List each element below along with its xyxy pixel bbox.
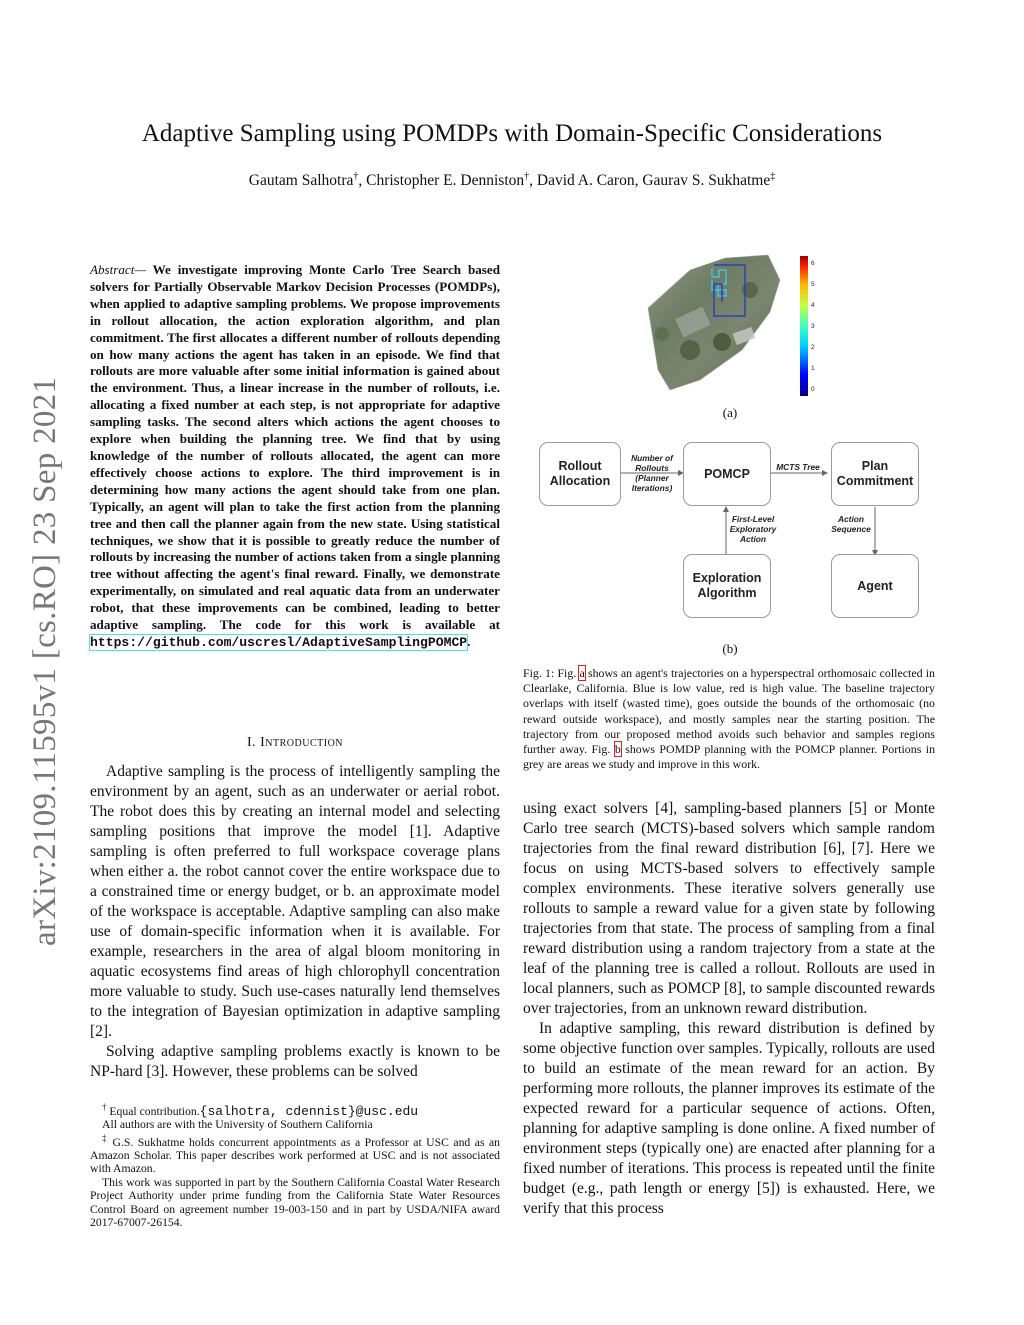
arxiv-stamp: arXiv:2109.11595v1 [cs.RO] 23 Sep 2021 — [27, 376, 63, 946]
author-name: Gautam Salhotra — [248, 172, 354, 190]
abstract-end: . — [467, 633, 471, 649]
figure-1b — [537, 440, 927, 625]
figure-caption — [523, 666, 935, 772]
footnote-sukhatme-text: G.S. Sukhatme holds concurrent appointments as a Professor at USC and as an Amazon Scholar. This paper describes work performed at USC and is not associated with Amazon. — [90, 1135, 501, 1176]
edge-label-rollouts: Number of Rollouts (Planner Iterations) — [631, 453, 673, 493]
footnote-mark: † — [102, 1102, 107, 1112]
footnote-funding: This work was supported in part by the Southern California Coastal Water Research Project Authority under prime funding from the California State Water Resources Control Board on agreement number 19-003-150 and in part by USDA/NIFA award 2017-67007-26154. — [90, 1175, 500, 1230]
footnote-affiliation: All authors are with the University of Southern California — [102, 1118, 373, 1132]
footnote-equal — [90, 1101, 500, 1118]
author-name: David A. Caron — [536, 172, 635, 190]
colorbar-tick-label: 6 — [811, 260, 815, 267]
right-column-text — [523, 799, 935, 1219]
colorbar-tick-label: 5 — [811, 281, 815, 288]
footnotes — [90, 1101, 500, 1229]
exploration-algorithm-box: Exploration Algorithm — [683, 554, 771, 618]
colorbar-tick-label: 1 — [811, 365, 815, 372]
author-mark: † — [353, 171, 359, 182]
author-name: Christopher E. Denniston — [366, 172, 525, 190]
edge-label-tree: MCTS Tree — [776, 462, 820, 472]
figure-ref-a[interactable]: a — [579, 666, 585, 680]
section-heading — [90, 735, 500, 751]
caption-text-b: shows POMDP planning with the POMCP planner. Portions in grey are areas we study and improve in this work. — [523, 742, 936, 772]
abstract-body: We investigate improving Monte Carlo Tree Search based solvers for Partially Observable Markov Decision Processes (POMDPs), when applied to adaptive sampling problems. We propose improvements in rollout allocation, the action exploration algorithm, and plan commitment. The first allocates a different number of rollouts depending on how many actions the agent has taken in an episode. We find that rollouts are more valuable after some initial information is gained about the environment. Thus, a linear increase in the number of rollouts, i.e. allocating a fixed number at each step, is not appropriate for adaptive sampling tasks. The second alters which actions the agent chooses to explore when building the planning tree. We find that by using knowledge of the number of rollouts allocated, the agent can more effectively choose actions to explore. The third improvement is in determining how many actions the agent should take from one plan. Typically, an agent will plan to take the first action from the planning tree and then call the planner again from the new state. Using statistical techniques, we show that it is possible to greatly reduce the number of rollouts by increasing the number of actions taken from a single planning tree without affecting the agent's final reward. Finally, we demonstrate experimentally, on simulated and real aquatic data from an underwater robot, that these improvements can be combined, leading to better adaptive sampling. The code for this work is available at — [90, 262, 500, 633]
colorbar-tick-label: 0 — [811, 386, 815, 393]
body-paragraph: using exact solvers [4], sampling-based planners [5] or Monte Carlo tree search (MCTS)-based solvers which sample random trajectories from the final reward distribution [6], [7]. Here we focus on using MCTS-based solvers to effectively sample complex environments. These iterative solvers generally use rollouts to sample a reward value for a given state by following trajectories from that state. The process of sampling from a final reward distribution using a random trajectory from a state at the leaf of the planning tree is called a rollout. Rollouts are used in local planners, such as POMCP [8], to sample discounted rewards over trajectories, from an unknown reward distribution. — [523, 800, 935, 1017]
edge-label-sequence: Action Sequence — [831, 514, 871, 534]
rollout-allocation-box: Rollout Allocation — [539, 442, 621, 506]
colorbar-tick-label: 2 — [811, 344, 815, 351]
author-mark: † — [524, 171, 530, 182]
subfigure-label-a: (a) — [722, 405, 738, 420]
subfigure-label-b: (b) — [722, 641, 738, 656]
colorbar — [800, 256, 808, 396]
intro-text — [90, 762, 500, 1082]
abstract — [90, 262, 500, 652]
colorbar-tick-label: 3 — [811, 323, 815, 330]
pomcp-box: POMCP — [683, 442, 771, 506]
caption-text-a: shows an agent's trajectories on a hyperspectral orthomosaic collected in Clearlake, California. Blue is low value, red is high value. The baseline trajectory overlaps with itself (wasted time), goes outside the bounds of the orthomosaic (no reward outside workspace), and mostly samples near the starting position. The trajectory from our proposed method avoids such behavior and samples regions further away. Fig. — [523, 666, 935, 757]
body-paragraph: In adaptive sampling, this reward distribution is defined by some objective function over samples. Typically, rollouts are used to build an estimate of the mean reward for an action. By performing more rollouts, the planner improves its estimate of the expected reward for a particular sequence of actions. Often, planning for adaptive sampling is done online. A fixed number of environment steps (typically one) are enacted after planning for a fixed number of iterations. This process is repeated until the finite budget (e.g., path length or energy [5]) is exhausted. Here, we verify that this process — [523, 1020, 935, 1217]
orthomosaic-region — [648, 255, 780, 390]
footnote-equal-text: Equal contribution. — [109, 1104, 200, 1118]
footnote-mark: ‡ — [102, 1132, 109, 1143]
abstract-lead: Abstract— — [90, 262, 147, 277]
figure-ref-b[interactable]: b — [614, 742, 621, 757]
author-mark: ‡ — [770, 171, 776, 182]
caption-prefix: Fig. 1: Fig. — [523, 666, 577, 680]
figure-1a — [630, 250, 830, 400]
footnote-emails: {salhotra, cdennist}@usc.edu — [199, 1103, 419, 1119]
section-numeral: I. — [246, 735, 257, 750]
orthomosaic-image — [630, 250, 830, 400]
agent-box: Agent — [831, 554, 919, 618]
section-title: Introduction — [260, 735, 344, 750]
intro-paragraph: Solving adaptive sampling problems exactly is known to be NP-hard [3]. However, these problems can be solved — [90, 1043, 500, 1080]
author-name: Gaurav S. Sukhatme — [642, 172, 771, 190]
footnote-sukhatme — [90, 1132, 500, 1176]
intro-paragraph: Adaptive sampling is the process of intelligently sampling the environment by an agent, such as an underwater or aerial robot. The robot does this by creating an internal model and selecting sampling positions that improve the model [1]. Adaptive sampling is often preferred to full workspace coverage plans when either a. the robot cannot cover the entire workspace due to a constrained time or energy budget, or b. an approximate model of the workspace is acceptable. Adaptive sampling can also make use of domain-specific information when it is available. For example, researchers in the area of algal bloom monitoring in aquatic ecosystems find areas of high chlorophyll concentration more valuable to study. Such use-cases naturally lend themselves to the integration of Bayesian optimization in adaptive sampling [2]. — [90, 763, 500, 1040]
code-link[interactable]: https://github.com/uscresl/AdaptiveSamplingPOMCP — [90, 634, 468, 650]
plan-commitment-box: Plan Commitment — [831, 442, 919, 506]
paper-title: Adaptive Sampling using POMDPs with Domain-Specific Considerations — [141, 120, 883, 147]
edge-label-action: First-Level Exploratory Action — [729, 514, 777, 544]
colorbar-tick-label: 4 — [811, 302, 815, 309]
author-list: Gautam Salhotra†, Christopher E. Denniston†, David A. Caron, Gaurav S. Sukhatme‡ — [248, 171, 776, 190]
